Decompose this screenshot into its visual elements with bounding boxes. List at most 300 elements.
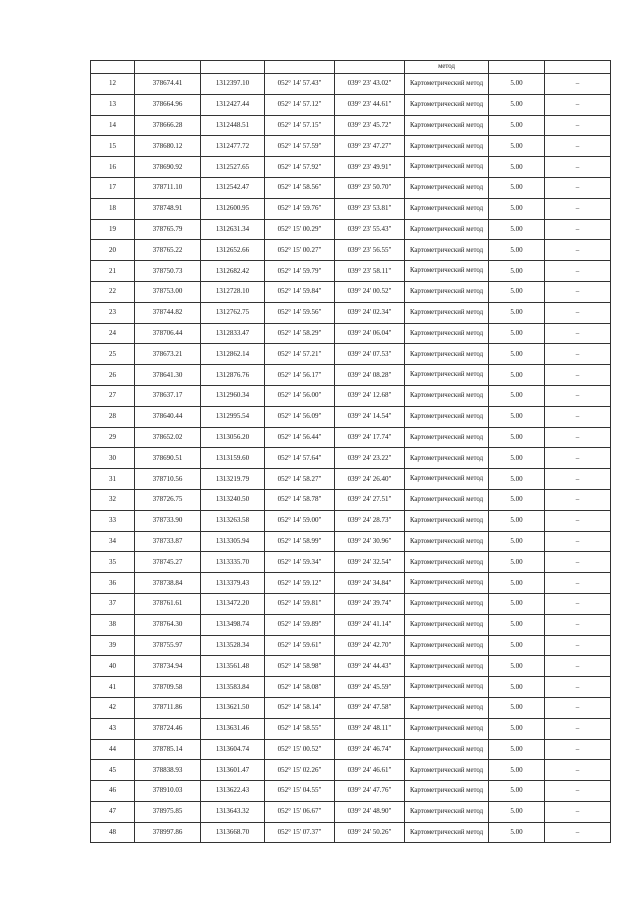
cell-method: Картометрический метод bbox=[405, 656, 489, 677]
cell-number: 40 bbox=[91, 656, 135, 677]
cell-x: 378690.51 bbox=[135, 448, 201, 469]
cell-description: – bbox=[545, 531, 611, 552]
cell-latitude: 052° 14' 58.98" bbox=[265, 656, 335, 677]
cell-x: 378910.03 bbox=[135, 781, 201, 802]
cell-accuracy: 5.00 bbox=[489, 656, 545, 677]
cell-method: Картометрический метод bbox=[405, 74, 489, 95]
cell-x: 378711.86 bbox=[135, 697, 201, 718]
cell-y: 1312833.47 bbox=[201, 323, 265, 344]
cell-number: 15 bbox=[91, 136, 135, 157]
cell-number: 38 bbox=[91, 614, 135, 635]
cell-latitude: 052° 14' 59.81" bbox=[265, 593, 335, 614]
cell-latitude: 052° 15' 06.67" bbox=[265, 801, 335, 822]
cell-y: 1313622.43 bbox=[201, 781, 265, 802]
cell-number: 26 bbox=[91, 365, 135, 386]
cell-description: – bbox=[545, 677, 611, 698]
cell-latitude: 052° 14' 58.99" bbox=[265, 531, 335, 552]
cell-number: 28 bbox=[91, 406, 135, 427]
cell-x: 378764.30 bbox=[135, 614, 201, 635]
cell-longitude: 039° 24' 00.52" bbox=[335, 281, 405, 302]
cell-y: 1313528.34 bbox=[201, 635, 265, 656]
cell-latitude: 052° 14' 59.79" bbox=[265, 261, 335, 282]
table-row bbox=[91, 157, 611, 178]
cell-number: 17 bbox=[91, 177, 135, 198]
cell-latitude: 052° 14' 56.00" bbox=[265, 385, 335, 406]
cell-accuracy: 5.00 bbox=[489, 614, 545, 635]
cell-number: 30 bbox=[91, 448, 135, 469]
cell-longitude: 039° 24' 46.74" bbox=[335, 739, 405, 760]
cell-longitude: 039° 23' 50.70" bbox=[335, 177, 405, 198]
cell-x: 378761.61 bbox=[135, 593, 201, 614]
cell-method: Картометрический метод bbox=[405, 261, 489, 282]
cell-x: 378765.79 bbox=[135, 219, 201, 240]
cell-description: – bbox=[545, 614, 611, 635]
cell-x: 378674.41 bbox=[135, 74, 201, 95]
cell-accuracy: 5.00 bbox=[489, 136, 545, 157]
cell-latitude: 052° 14' 59.61" bbox=[265, 635, 335, 656]
cell-x: 378711.10 bbox=[135, 177, 201, 198]
cell-number: 36 bbox=[91, 573, 135, 594]
table-row bbox=[91, 760, 611, 781]
cell-x: 378744.82 bbox=[135, 302, 201, 323]
table-row bbox=[91, 94, 611, 115]
cell-y: 1312682.42 bbox=[201, 261, 265, 282]
cell-method: Картометрический метод bbox=[405, 448, 489, 469]
table-row bbox=[91, 510, 611, 531]
table-row bbox=[91, 448, 611, 469]
cell-x: 378666.28 bbox=[135, 115, 201, 136]
cell-latitude: 052° 15' 04.55" bbox=[265, 781, 335, 802]
cell-longitude: 039° 24' 26.40" bbox=[335, 469, 405, 490]
cell-y: 1313604.74 bbox=[201, 739, 265, 760]
cell-latitude: 052° 14' 59.84" bbox=[265, 281, 335, 302]
cell-number: 13 bbox=[91, 94, 135, 115]
cell-latitude: 052° 14' 57.64" bbox=[265, 448, 335, 469]
cell-method: Картометрический метод bbox=[405, 385, 489, 406]
cell-method: Картометрический метод bbox=[405, 281, 489, 302]
cell-y: 1312652.66 bbox=[201, 240, 265, 261]
cell-x: 378709.58 bbox=[135, 677, 201, 698]
cell-x: 378975.85 bbox=[135, 801, 201, 822]
table-row bbox=[91, 302, 611, 323]
cell-latitude: 052° 14' 59.89" bbox=[265, 614, 335, 635]
cell-y: 1313335.70 bbox=[201, 552, 265, 573]
cell-accuracy: 5.00 bbox=[489, 677, 545, 698]
document-page bbox=[90, 60, 610, 843]
cell-description: – bbox=[545, 406, 611, 427]
cell-accuracy: 5.00 bbox=[489, 573, 545, 594]
cell-description: – bbox=[545, 510, 611, 531]
cell-y: 1312527.65 bbox=[201, 157, 265, 178]
cell-method: Картометрический метод bbox=[405, 240, 489, 261]
cell-longitude: 039° 24' 47.76" bbox=[335, 781, 405, 802]
cell-y: 1313668.70 bbox=[201, 822, 265, 843]
cell-x: 378673.21 bbox=[135, 344, 201, 365]
cell-longitude: 039° 24' 42.70" bbox=[335, 635, 405, 656]
table-row bbox=[91, 344, 611, 365]
cell-description: – bbox=[545, 365, 611, 386]
cell-description: – bbox=[545, 157, 611, 178]
cell-method: Картометрический метод bbox=[405, 760, 489, 781]
cell-accuracy: 5.00 bbox=[489, 240, 545, 261]
cell-latitude: 052° 14' 58.08" bbox=[265, 677, 335, 698]
cell-y: 1312477.72 bbox=[201, 136, 265, 157]
cell-number: 47 bbox=[91, 801, 135, 822]
cell-y: 1313631.46 bbox=[201, 718, 265, 739]
cell-description: – bbox=[545, 219, 611, 240]
table-row bbox=[91, 489, 611, 510]
cell-method: Картометрический метод bbox=[405, 302, 489, 323]
continuation-row bbox=[91, 61, 611, 74]
cell-number: 19 bbox=[91, 219, 135, 240]
table-row bbox=[91, 739, 611, 760]
cell-method: Картометрический метод bbox=[405, 677, 489, 698]
cell-x: 378748.91 bbox=[135, 198, 201, 219]
cell-description: – bbox=[545, 74, 611, 95]
cell-accuracy: 5.00 bbox=[489, 94, 545, 115]
table-row bbox=[91, 198, 611, 219]
table-row bbox=[91, 177, 611, 198]
cell-longitude: 039° 24' 41.14" bbox=[335, 614, 405, 635]
cell-y: 1313601.47 bbox=[201, 760, 265, 781]
cell-y: 1313583.84 bbox=[201, 677, 265, 698]
cell-longitude: 039° 24' 06.04" bbox=[335, 323, 405, 344]
cell-method: Картометрический метод bbox=[405, 469, 489, 490]
cell-accuracy: 5.00 bbox=[489, 510, 545, 531]
cell-y: 1312631.34 bbox=[201, 219, 265, 240]
cell-y: 1312728.10 bbox=[201, 281, 265, 302]
cell-longitude: 039° 24' 28.73" bbox=[335, 510, 405, 531]
cell-method: Картометрический метод bbox=[405, 177, 489, 198]
cell-longitude: 039° 23' 43.02" bbox=[335, 74, 405, 95]
cell-longitude: 039° 23' 58.11" bbox=[335, 261, 405, 282]
cell-accuracy: 5.00 bbox=[489, 489, 545, 510]
cell-accuracy: 5.00 bbox=[489, 427, 545, 448]
cell-number: 31 bbox=[91, 469, 135, 490]
cell-description: – bbox=[545, 302, 611, 323]
cell-method: Картометрический метод bbox=[405, 406, 489, 427]
cell-longitude: 039° 24' 32.54" bbox=[335, 552, 405, 573]
table-row bbox=[91, 801, 611, 822]
cell-x: 378838.93 bbox=[135, 760, 201, 781]
cell-accuracy: 5.00 bbox=[489, 261, 545, 282]
cell-number: 20 bbox=[91, 240, 135, 261]
cell-accuracy: 5.00 bbox=[489, 718, 545, 739]
cell-latitude: 052° 14' 58.55" bbox=[265, 718, 335, 739]
cell-method: Картометрический метод bbox=[405, 198, 489, 219]
cell-method: Картометрический метод bbox=[405, 157, 489, 178]
cell-longitude: 039° 24' 46.61" bbox=[335, 760, 405, 781]
cell-latitude: 052° 14' 59.00" bbox=[265, 510, 335, 531]
cell-method: Картометрический метод bbox=[405, 427, 489, 448]
cell-latitude: 052° 14' 57.92" bbox=[265, 157, 335, 178]
table-row bbox=[91, 656, 611, 677]
cell-longitude: 039° 24' 47.58" bbox=[335, 697, 405, 718]
cell-longitude: 039° 23' 47.27" bbox=[335, 136, 405, 157]
cell-y: 1313379.43 bbox=[201, 573, 265, 594]
cell-longitude: 039° 24' 48.11" bbox=[335, 718, 405, 739]
cell-method: Картометрический метод bbox=[405, 323, 489, 344]
cell-x: 378710.56 bbox=[135, 469, 201, 490]
table-row bbox=[91, 427, 611, 448]
cell-x: 378745.27 bbox=[135, 552, 201, 573]
cell-latitude: 052° 14' 57.59" bbox=[265, 136, 335, 157]
cell-longitude: 039° 24' 30.96" bbox=[335, 531, 405, 552]
cell-accuracy: 5.00 bbox=[489, 739, 545, 760]
cell-x: 378640.44 bbox=[135, 406, 201, 427]
cell-description: – bbox=[545, 635, 611, 656]
cell-y: 1313643.32 bbox=[201, 801, 265, 822]
cell-description: – bbox=[545, 94, 611, 115]
cell-accuracy: 5.00 bbox=[489, 365, 545, 386]
table-row bbox=[91, 323, 611, 344]
table-row bbox=[91, 781, 611, 802]
cell-y: 1313240.50 bbox=[201, 489, 265, 510]
cell-description: – bbox=[545, 281, 611, 302]
cell-method: Картометрический метод bbox=[405, 781, 489, 802]
cell-number: 21 bbox=[91, 261, 135, 282]
cell-description: – bbox=[545, 801, 611, 822]
cell-method: Картометрический метод bbox=[405, 739, 489, 760]
cell-description: – bbox=[545, 198, 611, 219]
cell-longitude: 039° 24' 44.43" bbox=[335, 656, 405, 677]
cell-x: 378690.92 bbox=[135, 157, 201, 178]
table-row bbox=[91, 677, 611, 698]
cell-longitude: 039° 24' 08.28" bbox=[335, 365, 405, 386]
cell-longitude: 039° 24' 27.51" bbox=[335, 489, 405, 510]
cell-x: 378652.02 bbox=[135, 427, 201, 448]
cell-longitude: 039° 24' 12.68" bbox=[335, 385, 405, 406]
cell-latitude: 052° 15' 00.27" bbox=[265, 240, 335, 261]
cell-number: 14 bbox=[91, 115, 135, 136]
cell-number: 44 bbox=[91, 739, 135, 760]
cell-y: 1312600.95 bbox=[201, 198, 265, 219]
cell-x: 378637.17 bbox=[135, 385, 201, 406]
cell-y: 1312542.47 bbox=[201, 177, 265, 198]
cell-accuracy: 5.00 bbox=[489, 781, 545, 802]
cell-accuracy bbox=[489, 61, 545, 74]
table-row bbox=[91, 219, 611, 240]
cell-number: 41 bbox=[91, 677, 135, 698]
coordinates-table bbox=[90, 60, 611, 843]
cell-method: Картометрический метод bbox=[405, 822, 489, 843]
cell-number: 43 bbox=[91, 718, 135, 739]
cell-description bbox=[545, 61, 611, 74]
cell-description: – bbox=[545, 760, 611, 781]
table-row bbox=[91, 552, 611, 573]
cell-method: Картометрический метод bbox=[405, 94, 489, 115]
cell-x: 378641.30 bbox=[135, 365, 201, 386]
cell-y: 1313305.94 bbox=[201, 531, 265, 552]
cell-y: 1312762.75 bbox=[201, 302, 265, 323]
cell-y: 1313472.20 bbox=[201, 593, 265, 614]
cell-x: 378680.12 bbox=[135, 136, 201, 157]
cell-accuracy: 5.00 bbox=[489, 198, 545, 219]
cell-number: 18 bbox=[91, 198, 135, 219]
cell-method: Картометрический метод bbox=[405, 697, 489, 718]
cell-accuracy: 5.00 bbox=[489, 219, 545, 240]
cell-description: – bbox=[545, 656, 611, 677]
cell-method: Картометрический метод bbox=[405, 510, 489, 531]
cell-description: – bbox=[545, 385, 611, 406]
cell-method: Картометрический метод bbox=[405, 365, 489, 386]
cell-latitude: 052° 14' 58.27" bbox=[265, 469, 335, 490]
table-row bbox=[91, 365, 611, 386]
table-row bbox=[91, 697, 611, 718]
table-row bbox=[91, 261, 611, 282]
cell-latitude: 052° 14' 59.12" bbox=[265, 573, 335, 594]
cell-latitude: 052° 14' 58.78" bbox=[265, 489, 335, 510]
cell-description: – bbox=[545, 177, 611, 198]
cell-method: Картометрический метод bbox=[405, 718, 489, 739]
cell-latitude: 052° 14' 56.09" bbox=[265, 406, 335, 427]
cell-longitude: 039° 23' 44.61" bbox=[335, 94, 405, 115]
cell-number: 22 bbox=[91, 281, 135, 302]
cell-accuracy: 5.00 bbox=[489, 406, 545, 427]
cell-accuracy: 5.00 bbox=[489, 531, 545, 552]
cell-y: 1312397.10 bbox=[201, 74, 265, 95]
cell-y: 1312427.44 bbox=[201, 94, 265, 115]
cell-number: 37 bbox=[91, 593, 135, 614]
cell-x: 378733.90 bbox=[135, 510, 201, 531]
cell-description: – bbox=[545, 344, 611, 365]
cell-accuracy: 5.00 bbox=[489, 469, 545, 490]
cell-x: 378785.14 bbox=[135, 739, 201, 760]
cell-description: – bbox=[545, 261, 611, 282]
cell-method: Картометрический метод bbox=[405, 614, 489, 635]
cell-y: 1313263.58 bbox=[201, 510, 265, 531]
cell-description: – bbox=[545, 822, 611, 843]
cell-y: 1312876.76 bbox=[201, 365, 265, 386]
cell-number: 25 bbox=[91, 344, 135, 365]
cell-method: Картометрический метод bbox=[405, 489, 489, 510]
table-row bbox=[91, 385, 611, 406]
cell-latitude: 052° 15' 00.29" bbox=[265, 219, 335, 240]
cell-number: 29 bbox=[91, 427, 135, 448]
cell-latitude: 052° 14' 56.17" bbox=[265, 365, 335, 386]
cell-description: – bbox=[545, 136, 611, 157]
cell-latitude: 052° 14' 57.12" bbox=[265, 94, 335, 115]
cell-x: 378753.00 bbox=[135, 281, 201, 302]
table-row bbox=[91, 531, 611, 552]
cell-description: – bbox=[545, 593, 611, 614]
cell-number: 48 bbox=[91, 822, 135, 843]
cell-description: – bbox=[545, 781, 611, 802]
table-row bbox=[91, 136, 611, 157]
cell-description: – bbox=[545, 427, 611, 448]
cell-latitude bbox=[265, 61, 335, 74]
cell-accuracy: 5.00 bbox=[489, 801, 545, 822]
coordinates-table-body bbox=[91, 61, 611, 843]
cell-latitude: 052° 15' 02.26" bbox=[265, 760, 335, 781]
cell-accuracy: 5.00 bbox=[489, 635, 545, 656]
cell-number: 46 bbox=[91, 781, 135, 802]
cell-y: 1313159.60 bbox=[201, 448, 265, 469]
cell-latitude: 052° 15' 00.52" bbox=[265, 739, 335, 760]
cell-longitude: 039° 24' 50.26" bbox=[335, 822, 405, 843]
table-row bbox=[91, 406, 611, 427]
cell-method: Картометрический метод bbox=[405, 593, 489, 614]
cell-method: метод bbox=[405, 61, 489, 74]
cell-x: 378750.73 bbox=[135, 261, 201, 282]
cell-longitude: 039° 23' 53.81" bbox=[335, 198, 405, 219]
cell-longitude: 039° 23' 45.72" bbox=[335, 115, 405, 136]
table-row bbox=[91, 635, 611, 656]
cell-description: – bbox=[545, 323, 611, 344]
cell-number: 39 bbox=[91, 635, 135, 656]
cell-latitude: 052° 14' 59.76" bbox=[265, 198, 335, 219]
cell-description: – bbox=[545, 469, 611, 490]
cell-longitude: 039° 24' 48.90" bbox=[335, 801, 405, 822]
table-row bbox=[91, 573, 611, 594]
cell-x: 378726.75 bbox=[135, 489, 201, 510]
cell-accuracy: 5.00 bbox=[489, 323, 545, 344]
table-row bbox=[91, 593, 611, 614]
cell-description: – bbox=[545, 718, 611, 739]
table-row bbox=[91, 469, 611, 490]
cell-y: 1313056.20 bbox=[201, 427, 265, 448]
cell-accuracy: 5.00 bbox=[489, 344, 545, 365]
cell-number: 42 bbox=[91, 697, 135, 718]
cell-latitude: 052° 15' 07.37" bbox=[265, 822, 335, 843]
table-row bbox=[91, 115, 611, 136]
cell-longitude: 039° 23' 55.43" bbox=[335, 219, 405, 240]
cell-method: Картометрический метод bbox=[405, 115, 489, 136]
cell-description: – bbox=[545, 552, 611, 573]
cell-description: – bbox=[545, 489, 611, 510]
cell-method: Картометрический метод bbox=[405, 552, 489, 573]
cell-longitude: 039° 24' 17.74" bbox=[335, 427, 405, 448]
cell-x: 378734.94 bbox=[135, 656, 201, 677]
table-row bbox=[91, 240, 611, 261]
cell-method: Картометрический метод bbox=[405, 344, 489, 365]
cell-accuracy: 5.00 bbox=[489, 302, 545, 323]
cell-accuracy: 5.00 bbox=[489, 448, 545, 469]
cell-longitude: 039° 24' 14.54" bbox=[335, 406, 405, 427]
cell-longitude bbox=[335, 61, 405, 74]
cell-accuracy: 5.00 bbox=[489, 822, 545, 843]
cell-x bbox=[135, 61, 201, 74]
cell-latitude: 052° 14' 56.44" bbox=[265, 427, 335, 448]
cell-number: 23 bbox=[91, 302, 135, 323]
cell-y: 1313498.74 bbox=[201, 614, 265, 635]
cell-description: – bbox=[545, 573, 611, 594]
cell-longitude: 039° 24' 02.34" bbox=[335, 302, 405, 323]
cell-method: Картометрический метод bbox=[405, 801, 489, 822]
cell-accuracy: 5.00 bbox=[489, 760, 545, 781]
cell-number: 16 bbox=[91, 157, 135, 178]
cell-y: 1312862.14 bbox=[201, 344, 265, 365]
cell-x: 378733.87 bbox=[135, 531, 201, 552]
cell-longitude: 039° 24' 39.74" bbox=[335, 593, 405, 614]
cell-method: Картометрический метод bbox=[405, 219, 489, 240]
cell-accuracy: 5.00 bbox=[489, 385, 545, 406]
cell-y: 1312960.34 bbox=[201, 385, 265, 406]
cell-latitude: 052° 14' 57.21" bbox=[265, 344, 335, 365]
cell-x: 378997.86 bbox=[135, 822, 201, 843]
cell-longitude: 039° 24' 45.59" bbox=[335, 677, 405, 698]
cell-x: 378724.46 bbox=[135, 718, 201, 739]
cell-x: 378706.44 bbox=[135, 323, 201, 344]
cell-method: Картометрический метод bbox=[405, 635, 489, 656]
cell-description: – bbox=[545, 697, 611, 718]
cell-y: 1313561.48 bbox=[201, 656, 265, 677]
cell-y: 1312448.51 bbox=[201, 115, 265, 136]
cell-longitude: 039° 23' 49.91" bbox=[335, 157, 405, 178]
cell-accuracy: 5.00 bbox=[489, 552, 545, 573]
cell-number: 32 bbox=[91, 489, 135, 510]
cell-latitude: 052° 14' 57.43" bbox=[265, 74, 335, 95]
